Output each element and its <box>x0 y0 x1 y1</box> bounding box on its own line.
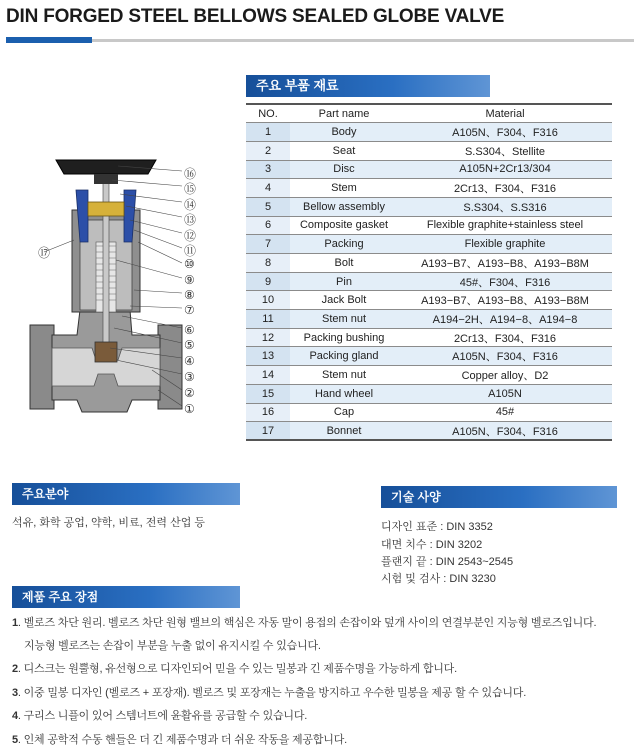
callout-10: ⑩ <box>184 257 195 271</box>
cell-part-name: Body <box>290 123 398 142</box>
table-row <box>246 216 612 235</box>
callout-2: ② <box>184 386 195 400</box>
application-section-heading: 주요분야 <box>12 483 240 505</box>
features-section-heading: 제품 주요 장점 <box>12 586 240 608</box>
table-row <box>246 422 612 441</box>
cell-no: 2 <box>246 141 290 160</box>
column-header-no: NO. <box>246 104 290 123</box>
page-title: DIN FORGED STEEL BELLOWS SEALED GLOBE VALVE <box>6 6 505 27</box>
cell-material: 45# <box>398 403 612 422</box>
feature-item <box>12 660 457 676</box>
cell-no: 11 <box>246 310 290 329</box>
cell-material: 2Cr13、F304、F316 <box>398 179 612 198</box>
cell-material: A193−B7、A193−B8、A193−B8M <box>398 254 612 273</box>
table-row <box>246 310 612 329</box>
table-row <box>246 291 612 310</box>
cell-part-name: Packing bushing <box>290 328 398 347</box>
spec-flange-end: 플랜지 끝 : DIN 2543~2545 <box>381 556 514 568</box>
callout-6: ⑥ <box>184 323 195 337</box>
cell-part-name: Cap <box>290 403 398 422</box>
cell-part-name: Packing gland <box>290 347 398 366</box>
cell-part-name: Disc <box>290 160 398 179</box>
spec-test-inspection: 시험 및 검사 : DIN 3230 <box>381 573 496 585</box>
callout-9: ⑨ <box>184 273 195 287</box>
specs-section-heading: 기술 사양 <box>381 486 617 508</box>
feature-text: . 인체 공학적 수동 핸들은 더 긴 제품수명과 더 쉬운 작동을 제공합니다. <box>17 734 347 746</box>
table-row <box>246 123 612 142</box>
feature-text: . 벨로즈 차단 원리. 벨로즈 차단 원형 밸브의 핵심은 자동 말이 용접의 손잡이와 덮개 사이의 연결부분인 지능형 벨로즈입니다. <box>17 617 597 629</box>
cell-part-name: Stem nut <box>290 310 398 329</box>
cell-no: 1 <box>246 123 290 142</box>
cell-material: A194−2H、A194−8、A194−8 <box>398 310 612 329</box>
table-row <box>246 160 612 179</box>
cell-no: 5 <box>246 197 290 216</box>
cell-no: 8 <box>246 254 290 273</box>
table-row <box>246 254 612 273</box>
cell-part-name: Pin <box>290 272 398 291</box>
cell-material: S.S304、S.S316 <box>398 197 612 216</box>
callout-16: ⑯ <box>184 167 197 181</box>
feature-text: . 이중 밀봉 디자인 (벨로즈 + 포장재). 벨로즈 및 포장재는 누출을 방지하고 우수한 밀봉을 제공 할 수 있습니다. <box>17 687 527 699</box>
cell-no: 13 <box>246 347 290 366</box>
table-row <box>246 384 612 403</box>
cell-material: Flexible graphite <box>398 235 612 254</box>
cell-no: 7 <box>246 235 290 254</box>
callout-4: ④ <box>184 354 195 368</box>
cell-part-name: Composite gasket <box>290 216 398 235</box>
table-row <box>246 347 612 366</box>
column-header-part-name: Part name <box>290 104 398 123</box>
feature-number: 3 <box>12 687 18 699</box>
cell-material: A105N、F304、F316 <box>398 123 612 142</box>
cell-part-name: Bellow assembly <box>290 197 398 216</box>
callout-5: ⑤ <box>184 338 195 352</box>
cell-material: 45#、F304、F316 <box>398 272 612 291</box>
table-row <box>246 328 612 347</box>
cell-no: 3 <box>246 160 290 179</box>
cell-part-name: Seat <box>290 141 398 160</box>
title-underline <box>6 37 634 43</box>
feature-number: 1 <box>12 617 18 629</box>
table-row <box>246 197 612 216</box>
spec-face-to-face: 대면 치수 : DIN 3202 <box>381 539 483 551</box>
callout-14: ⑭ <box>184 198 197 212</box>
cell-no: 15 <box>246 384 290 403</box>
table-row <box>246 141 612 160</box>
cell-material: Copper alloy、D2 <box>398 366 612 385</box>
column-header-material: Material <box>398 104 612 123</box>
cell-material: 2Cr13、F304、F316 <box>398 328 612 347</box>
cell-part-name: Stem nut <box>290 366 398 385</box>
feature-item <box>24 637 321 653</box>
callout-13: ⑬ <box>184 213 197 227</box>
cell-part-name: Bolt <box>290 254 398 273</box>
cell-part-name: Bonnet <box>290 422 398 441</box>
table-row <box>246 272 612 291</box>
table-row <box>246 403 612 422</box>
cell-material: A105N、F304、F316 <box>398 347 612 366</box>
spec-design-standard: 디자인 표준 : DIN 3352 <box>381 521 493 533</box>
callout-12: ⑫ <box>184 229 197 243</box>
cell-material: A105N、F304、F316 <box>398 422 612 441</box>
feature-text: . 구리스 니플이 있어 스템너트에 윤활유를 공급할 수 있습니다. <box>17 710 308 722</box>
application-text: 석유, 화학 공업, 약학, 비료, 전력 산업 등 <box>12 517 206 529</box>
callout-3: ③ <box>184 370 195 384</box>
table-row <box>246 235 612 254</box>
cell-no: 9 <box>246 272 290 291</box>
feature-number: 5 <box>12 734 18 746</box>
cell-no: 16 <box>246 403 290 422</box>
title-underline-accent <box>6 37 92 43</box>
table-row <box>246 366 612 385</box>
parts-table <box>246 103 612 441</box>
callout-11: ⑪ <box>184 244 197 258</box>
table-header-row <box>246 104 612 123</box>
feature-item <box>12 614 596 630</box>
feature-number: 2 <box>12 663 18 675</box>
cell-part-name: Hand wheel <box>290 384 398 403</box>
feature-item <box>12 707 307 723</box>
feature-item <box>12 684 526 700</box>
cell-no: 12 <box>246 328 290 347</box>
cell-material: A193−B7、A193−B8、A193−B8M <box>398 291 612 310</box>
cell-no: 14 <box>246 366 290 385</box>
cell-part-name: Stem <box>290 179 398 198</box>
callout-8: ⑧ <box>184 288 195 302</box>
feature-text: . 디스크는 원뿔형, 유선형으로 디자인되어 믿을 수 있는 밀봉과 긴 제품수명을 가능하게 합니다. <box>17 663 457 675</box>
callout-7: ⑦ <box>184 303 195 317</box>
title-underline-rule <box>92 39 634 42</box>
cell-material: S.S304、Stellite <box>398 141 612 160</box>
cell-no: 17 <box>246 422 290 441</box>
cell-no: 4 <box>246 179 290 198</box>
cell-material: A105N <box>398 384 612 403</box>
table-row <box>246 179 612 198</box>
feature-number: 4 <box>12 710 18 722</box>
cell-material: Flexible graphite+stainless steel <box>398 216 612 235</box>
cell-part-name: Jack Bolt <box>290 291 398 310</box>
feature-text: 지능형 벨로즈는 손잡이 부분을 누출 없이 유지시킬 수 있습니다. <box>24 640 321 652</box>
cell-material: A105N+2Cr13/304 <box>398 160 612 179</box>
parts-section-heading: 주요 부품 재료 <box>246 75 490 97</box>
callout-15: ⑮ <box>184 182 197 196</box>
cell-no: 6 <box>246 216 290 235</box>
callout-17: ⑰ <box>38 246 51 260</box>
feature-item <box>12 731 347 747</box>
cell-part-name: Packing <box>290 235 398 254</box>
cell-no: 10 <box>246 291 290 310</box>
callout-1: ① <box>184 402 195 416</box>
